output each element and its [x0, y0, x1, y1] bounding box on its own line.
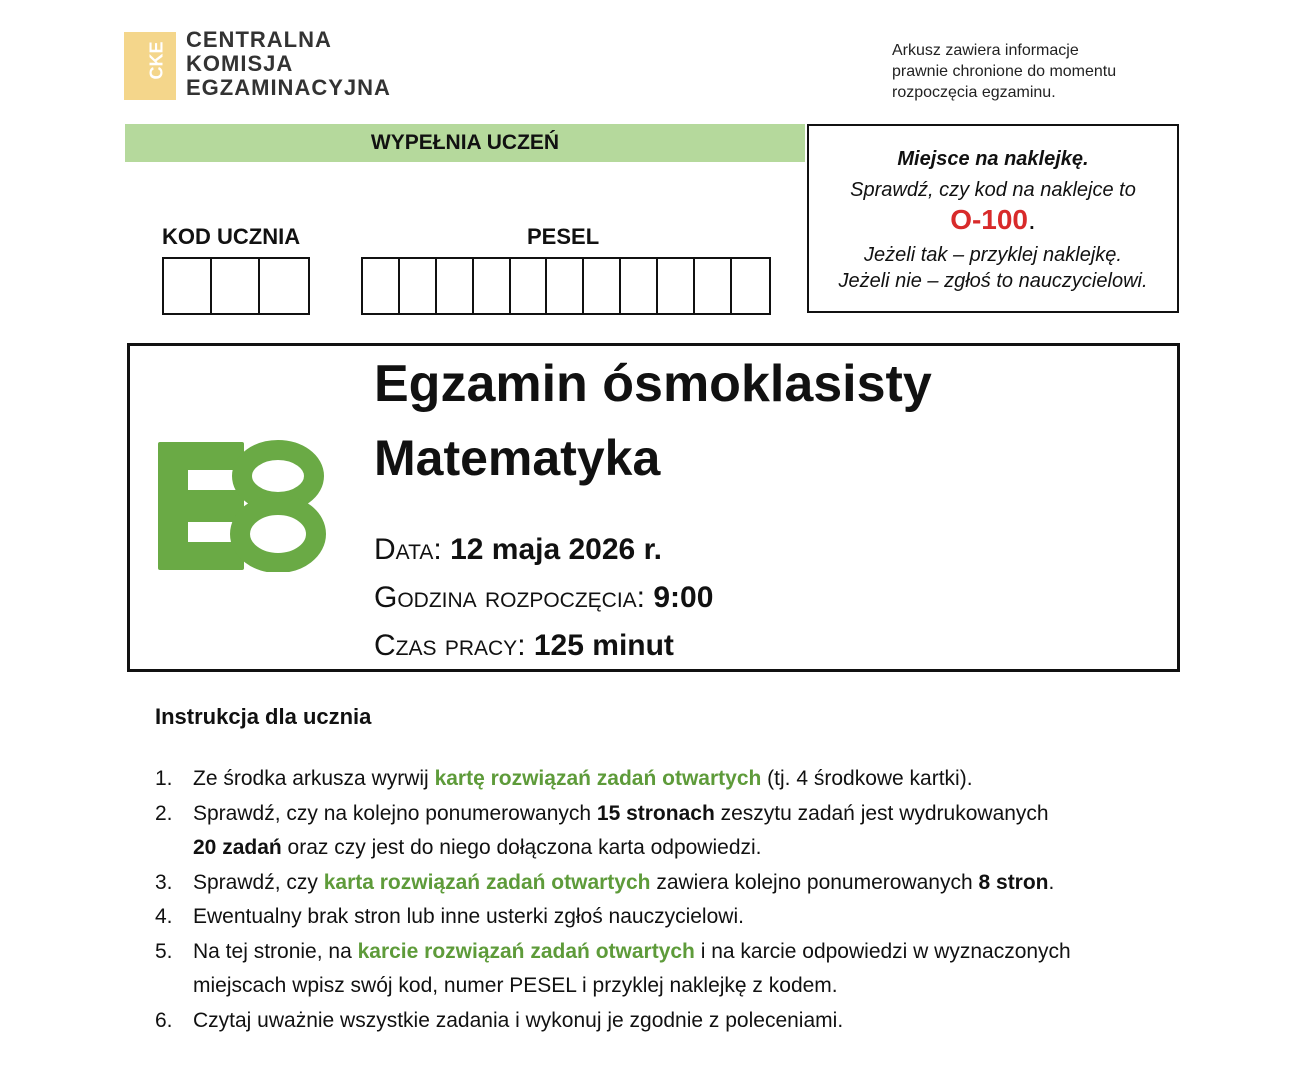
- org-line: EGZAMINACYJNA: [186, 75, 391, 100]
- exam-duration-value: 125 minut: [533, 629, 674, 662]
- instructions-list: [155, 762, 1155, 1038]
- instructions-title: Instrukcja dla ucznia: [155, 704, 372, 729]
- sticker-no-text: Jeżeli nie – zgłoś to nauczycielowi.: [838, 270, 1148, 292]
- sticker-yes-text: Jeżeli tak – przyklej naklejkę.: [864, 244, 1122, 266]
- exam-date-value: 12 maja 2026 r.: [450, 533, 662, 566]
- exam-start-value: 9:00: [653, 581, 714, 614]
- pesel-digit-box[interactable]: [584, 259, 621, 313]
- pesel-digit-box[interactable]: [732, 259, 769, 313]
- item-number: 6.: [155, 1008, 173, 1032]
- item-number: 2.: [155, 801, 173, 825]
- pesel-digit-box[interactable]: [474, 259, 511, 313]
- sticker-code-line: [809, 204, 1177, 236]
- notice-line: Arkusz zawiera informacje: [892, 42, 1079, 59]
- list-item: [155, 762, 1155, 797]
- notice-line: rozpoczęcia egzaminu.: [892, 84, 1056, 101]
- pesel-digit-box[interactable]: [695, 259, 732, 313]
- list-item: [155, 900, 1155, 935]
- exam-subject: Matematyka: [374, 430, 661, 486]
- list-item: [155, 797, 1155, 866]
- item-text: Na tej stronie, na karcie rozwiązań zadań otwartych i na karcie odpowiedzi w wyznaczonych miejscach wpisz swój kod, numer PESEL i przyklej naklejkę z kodem.: [193, 939, 1071, 997]
- exam-date-label: Data:: [374, 533, 442, 566]
- item-number: 4.: [155, 905, 173, 928]
- pesel-digit-box[interactable]: [511, 259, 548, 313]
- sticker-check-text: Sprawdź, czy kod na naklejce to: [850, 179, 1136, 201]
- item-text: Ewentualny brak stron lub inne usterki zgłoś nauczycielowi.: [193, 905, 744, 928]
- exam-duration-row: [374, 628, 674, 664]
- code-digit-box[interactable]: [260, 259, 308, 313]
- exam-duration-label: Czas pracy:: [374, 629, 526, 662]
- student-code-label: KOD UCZNIA: [162, 224, 301, 249]
- org-line: CENTRALNA: [186, 27, 332, 52]
- item-number: 3.: [155, 870, 173, 894]
- exam-title: Egzamin ósmoklasisty: [374, 355, 932, 413]
- cke-badge-icon: CKE: [124, 32, 176, 100]
- item-text: Czytaj uważnie wszystkie zadania i wykonuj je zgodnie z poleceniami.: [193, 1008, 844, 1032]
- exam-start-row: [374, 580, 713, 616]
- pesel-digit-box[interactable]: [400, 259, 437, 313]
- sticker-code: O-100: [950, 204, 1029, 235]
- e8-logo-icon: [156, 440, 336, 572]
- legal-notice: [892, 40, 1116, 103]
- item-text: Sprawdź, czy na kolejno ponumerowanych 15 stronach zeszytu zadań jest wydrukowanych 20 zadań oraz czy jest do niego dołączona karta odpowiedzi.: [193, 801, 1049, 859]
- student-fill-header: WYPEŁNIA UCZEŃ: [125, 124, 805, 162]
- item-text: Sprawdź, czy karta rozwiązań zadań otwartych zawiera kolejno ponumerowanych 8 stron.: [193, 870, 1055, 894]
- list-item: [155, 1004, 1155, 1039]
- item-text: Ze środka arkusza wyrwij kartę rozwiązań zadań otwartych (tj. 4 środkowe kartki).: [193, 767, 973, 790]
- pesel-field[interactable]: [361, 257, 771, 315]
- sticker-code-suffix: .: [1028, 204, 1036, 235]
- code-digit-box[interactable]: [164, 259, 212, 313]
- item-number: 1.: [155, 767, 173, 790]
- cke-logo: [124, 27, 391, 104]
- exam-info-box: [127, 343, 1180, 672]
- list-item: [155, 935, 1155, 1004]
- pesel-label: PESEL: [527, 224, 600, 249]
- org-line: KOMISJA: [186, 51, 294, 76]
- student-code-field[interactable]: [162, 257, 310, 315]
- organization-name: [186, 28, 391, 100]
- pesel-digit-box[interactable]: [547, 259, 584, 313]
- exam-date-row: [374, 532, 662, 568]
- pesel-digit-box[interactable]: [363, 259, 400, 313]
- pesel-digit-box[interactable]: [437, 259, 474, 313]
- code-digit-box[interactable]: [212, 259, 260, 313]
- pesel-digit-box[interactable]: [621, 259, 658, 313]
- notice-line: prawnie chronione do momentu: [892, 63, 1117, 80]
- sticker-heading: Miejsce na naklejkę.: [897, 148, 1089, 170]
- pesel-digit-box[interactable]: [658, 259, 695, 313]
- exam-start-label: Godzina rozpoczęcia:: [374, 581, 646, 614]
- list-item: [155, 866, 1155, 901]
- sticker-area: [807, 124, 1179, 313]
- item-number: 5.: [155, 939, 173, 963]
